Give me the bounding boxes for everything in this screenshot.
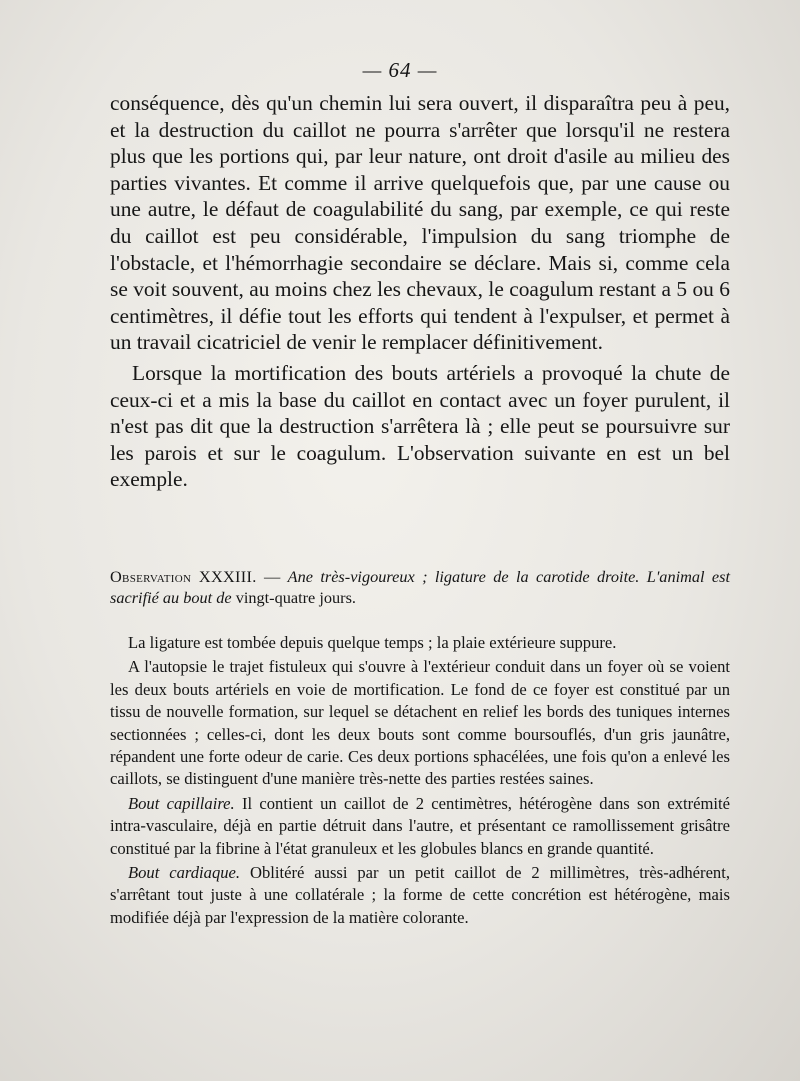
observation-heading: [110, 566, 730, 608]
bout-cardiaque-paragraph: [110, 862, 730, 929]
bout-cardiaque-text: Oblitéré aussi par un petit caillot de 2 millimètres, très-adhérent, s'arrêtant tout juste à une collatérale ; la forme de cette concrétion est hétérogène, mais modifiée déjà par l'expression de la matière colorante.: [110, 863, 730, 927]
case-paragraph-2: A l'autopsie le trajet fistuleux qui s'ouvre à l'extérieur conduit dans un foyer où se voient les deux bouts artériels en voie de mortification. Le fond de ce foyer est constitué par un tissu de nouvelle formation, sur lequel se détachent en relief les bords des tuniques internes sectionnées ; celles-ci, dont les deux bouts sont comme boursouflés, d'un gris jaunâtre, répandent une forte odeur de carie. Ces deux portions sphacélées, une fois qu'on a enlevé les caillots, se distinguent d'une manière très-nette des parties restées saines.: [110, 657, 730, 789]
bout-capillaire-label: Bout capillaire.: [128, 793, 235, 813]
paragraph-1: conséquence, dès qu'un chemin lui sera ouvert, il disparaîtra peu à peu, et la destruction du caillot ne pourra s'arrêter que lorsqu'il ne restera plus que les portions qui, par leur nature, ont droit d'asile au milieu des parties vivantes. Et comme il arrive quelquefois que, par une cause ou une autre, le défaut de coagulabilité du sang, par exemple, ce qui reste du caillot est peu considérable, l'impulsion du sang triomphe de l'obstacle, et l'hémorrhagie secondaire se déclare. Mais si, comme cela se voit souvent, au moins chez les chevaux, le coagulum restant a 5 ou 6 centimètres, il défie tout les efforts qui tendent à l'expulser, et permet à un travail cicatriciel de venir le remplacer définitivement.: [110, 91, 730, 355]
observation-label: Observation XXXIII.: [110, 567, 257, 586]
paragraph-2: Lorsque la mortification des bouts artériels a provoqué la chute de ceux-ci et a mis la base du caillot en contact avec un foyer purulent, il n'est pas dit que la destruction s'arrêtera là ; elle peut se poursuivre sur les parois et sur le coagulum. L'observation suivante en est un bel exemple.: [110, 360, 730, 492]
case-paragraph-1: La ligature est tombée depuis quelque temps ; la plaie extérieure suppure.: [128, 633, 617, 652]
main-text: [110, 90, 730, 493]
bout-capillaire-paragraph: [110, 793, 730, 860]
observation-title: Ane très-vigoureux ; ligature de la carotide droite. L'animal est sacrifié au bout de: [110, 567, 730, 607]
observation-dash: —: [256, 567, 288, 586]
observation-title-end: vingt-quatre jours.: [231, 588, 356, 607]
case-report: [110, 632, 730, 931]
page-number: — 64 —: [362, 58, 438, 82]
bout-capillaire-text: Il contient un caillot de 2 centimètres, hétérogène dans son extrémité intra-vasculaire, déjà en partie détruit dans l'autre, et présentant ce ramollissement grisâtre constitué par la fibrine à l'état granuleux et les globules blancs en grande quantité.: [110, 793, 730, 858]
bout-cardiaque-label: Bout cardiaque.: [128, 863, 241, 883]
